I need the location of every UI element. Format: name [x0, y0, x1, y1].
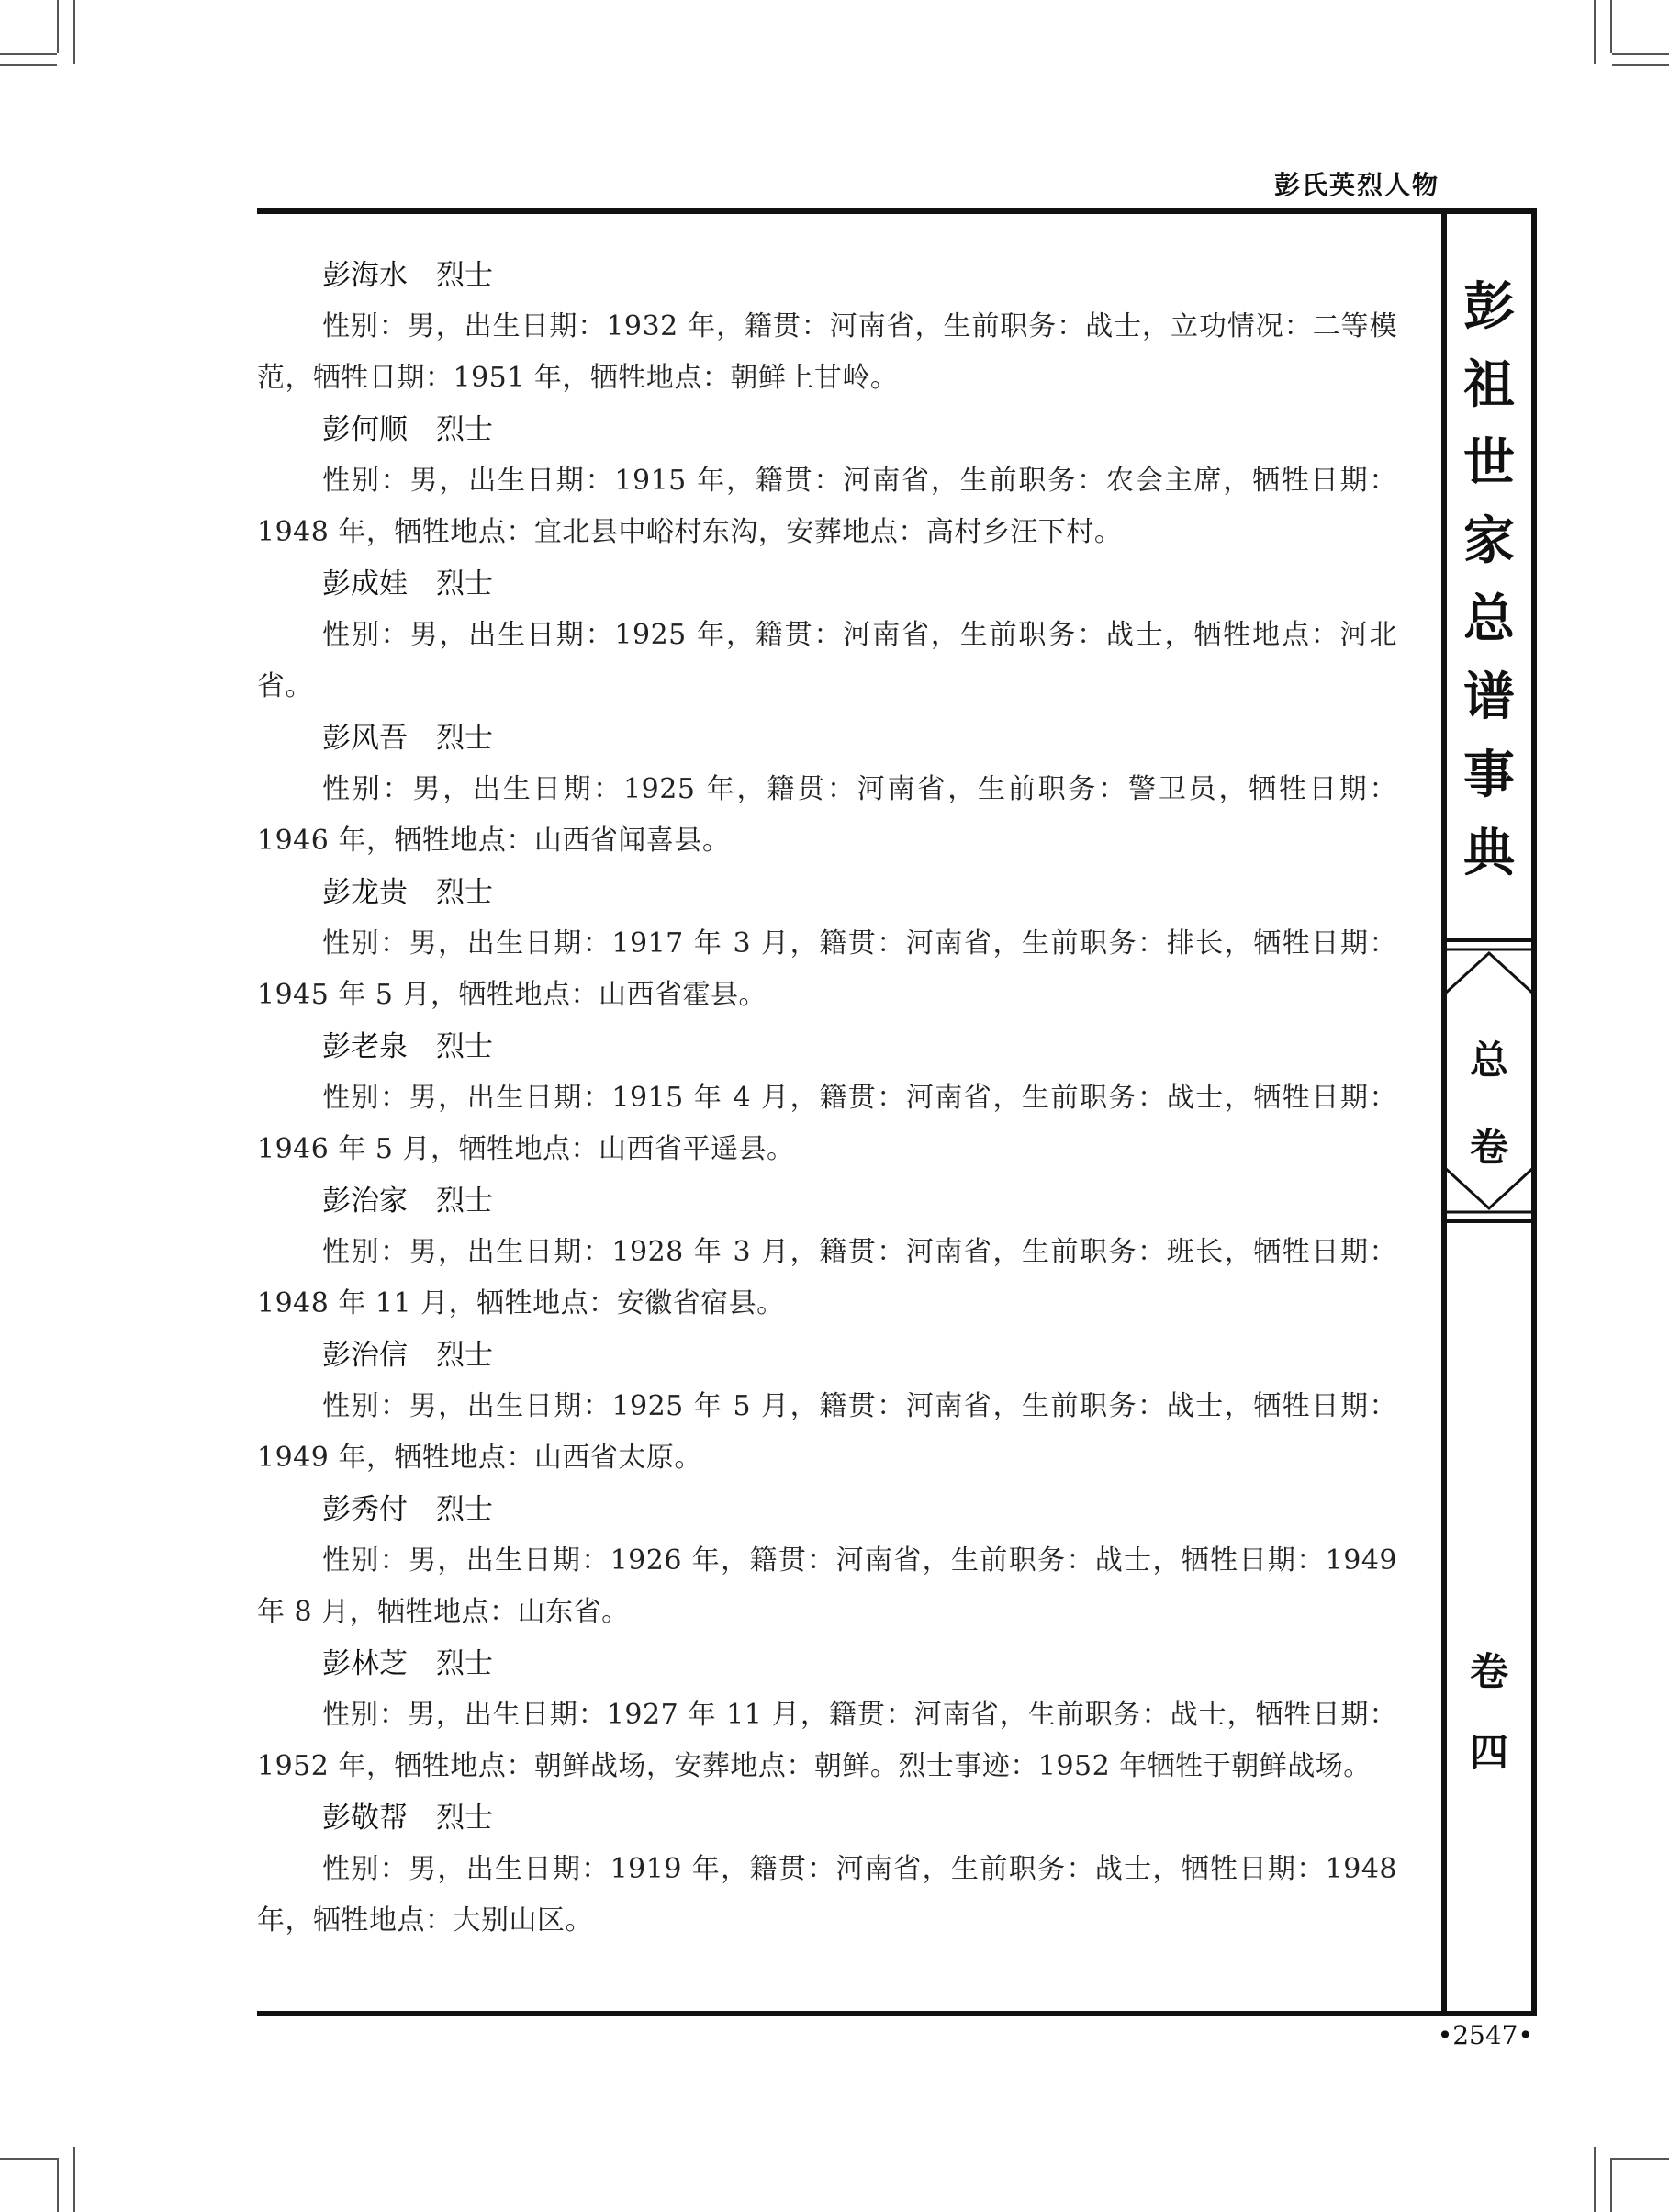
- part-label: [1447, 1632, 1531, 1793]
- entries-list: [257, 250, 1397, 1947]
- side-tab: [1441, 213, 1537, 2015]
- entry: [257, 1021, 1397, 1175]
- title-char: 祖: [1463, 355, 1515, 415]
- title-char: 家: [1463, 511, 1515, 571]
- entry: [257, 1792, 1397, 1947]
- crop-mark: [1612, 53, 1669, 55]
- entry-text: 性别：男，出生日期：1915 年 4 月，籍贯：河南省，生前职务：战士，牺牲日期：1946 年 5 月，牺牲地点：山西省平遥县。: [257, 1082, 1397, 1165]
- book-title-vertical: [1447, 268, 1531, 893]
- entry-name: 彭治家 烈士: [322, 1185, 493, 1218]
- entry-text: 性别：男，出生日期：1925 年，籍贯：河南省，生前职务：警卫员，牺牲日期：1946 年，牺牲地点：山西省闻喜县。: [257, 773, 1397, 857]
- entry: [257, 558, 1397, 713]
- entry: [257, 1638, 1397, 1792]
- entry-text: 性别：男，出生日期：1917 年 3 月，籍贯：河南省，生前职务：排长，牺牲日期：1945 年 5 月，牺牲地点：山西省霍县。: [257, 927, 1397, 1011]
- entry-name: 彭龙贵 烈士: [322, 876, 493, 909]
- entry-text: 性别：男，出生日期：1927 年 11 月，籍贯：河南省，生前职务：战士，牺牲日期：1952 年，牺牲地点：朝鲜战场，安葬地点：朝鲜。烈士事迹：1952 年牺牲于朝鲜战场。: [257, 1699, 1397, 1782]
- title-char: 事: [1463, 746, 1515, 805]
- title-char: 总: [1463, 589, 1515, 649]
- entry-name: 彭老泉 烈士: [322, 1030, 493, 1063]
- entry-name: 彭成娃 烈士: [322, 567, 493, 601]
- title-char: 世: [1463, 433, 1515, 493]
- crop-mark: [0, 2158, 57, 2160]
- crop-mark: [1610, 2158, 1612, 2212]
- bottom-rule: [257, 2011, 1537, 2016]
- entry: [257, 1175, 1397, 1330]
- entry-text: 性别：男，出生日期：1919 年，籍贯：河南省，生前职务：战士，牺牲日期：1948 年，牺牲地点：大别山区。: [257, 1853, 1397, 1937]
- crop-mark: [1610, 0, 1612, 53]
- volume-char: 卷: [1469, 1125, 1508, 1170]
- crop-mark: [1594, 2147, 1596, 2212]
- crop-mark: [1594, 0, 1596, 64]
- entry-name: 彭治信 烈士: [322, 1339, 493, 1372]
- entry: [257, 1484, 1397, 1638]
- crop-mark: [73, 2147, 75, 2212]
- entry-text: 性别：男，出生日期：1925 年，籍贯：河南省，生前职务：战士，牺牲地点：河北省。: [257, 619, 1397, 702]
- volume-char: 总: [1469, 1038, 1508, 1083]
- entry: [257, 250, 1397, 404]
- entry-name: 彭何顺 烈士: [322, 413, 493, 446]
- entry-name: 彭秀付 烈士: [322, 1493, 493, 1526]
- crop-mark: [0, 53, 57, 55]
- entry-name: 彭海水 烈士: [322, 259, 493, 292]
- entry-text: 性别：男，出生日期：1926 年，籍贯：河南省，生前职务：战士，牺牲日期：1949 年 8 月，牺牲地点：山东省。: [257, 1544, 1397, 1628]
- crop-mark: [73, 0, 75, 64]
- entry-text: 性别：男，出生日期：1915 年，籍贯：河南省，生前职务：农会主席，牺牲日期：1948 年，牺牲地点：宜北县中峪村东沟，安葬地点：高村乡汪下村。: [257, 465, 1397, 548]
- entry: [257, 1330, 1397, 1484]
- part-char: 四: [1469, 1730, 1508, 1775]
- crop-mark: [0, 64, 57, 66]
- entry-name: 彭敬帮 烈士: [322, 1802, 493, 1835]
- entry-name: 彭林芝 烈士: [322, 1647, 493, 1680]
- crop-mark: [57, 0, 59, 53]
- part-char: 卷: [1469, 1649, 1508, 1694]
- page-number: •2547•: [1437, 2020, 1533, 2050]
- entry-name: 彭风吾 烈士: [322, 722, 493, 755]
- crop-mark: [1612, 2158, 1669, 2160]
- title-char: 谱: [1463, 668, 1515, 727]
- entry-text: 性别：男，出生日期：1928 年 3 月，籍贯：河南省，生前职务：班长，牺牲日期：1948 年 11 月，牺牲地点：安徽省宿县。: [257, 1236, 1397, 1319]
- top-rule: [257, 208, 1537, 214]
- title-char: 典: [1463, 824, 1515, 883]
- crop-mark: [57, 2158, 59, 2212]
- entry: [257, 404, 1397, 558]
- entry-text: 性别：男，出生日期：1932 年，籍贯：河南省，生前职务：战士，立功情况：二等模范，牺牲日期：1951 年，牺牲地点：朝鲜上甘岭。: [257, 310, 1397, 394]
- volume-label: [1447, 1016, 1531, 1191]
- title-char: 彭: [1463, 277, 1515, 337]
- crop-mark: [1612, 64, 1669, 66]
- entry: [257, 713, 1397, 867]
- entry-text: 性别：男，出生日期：1925 年 5 月，籍贯：河南省，生前职务：战士，牺牲日期：1949 年，牺牲地点：山西省太原。: [257, 1390, 1397, 1474]
- entry: [257, 867, 1397, 1021]
- running-header: 彭氏英烈人物: [1273, 170, 1439, 200]
